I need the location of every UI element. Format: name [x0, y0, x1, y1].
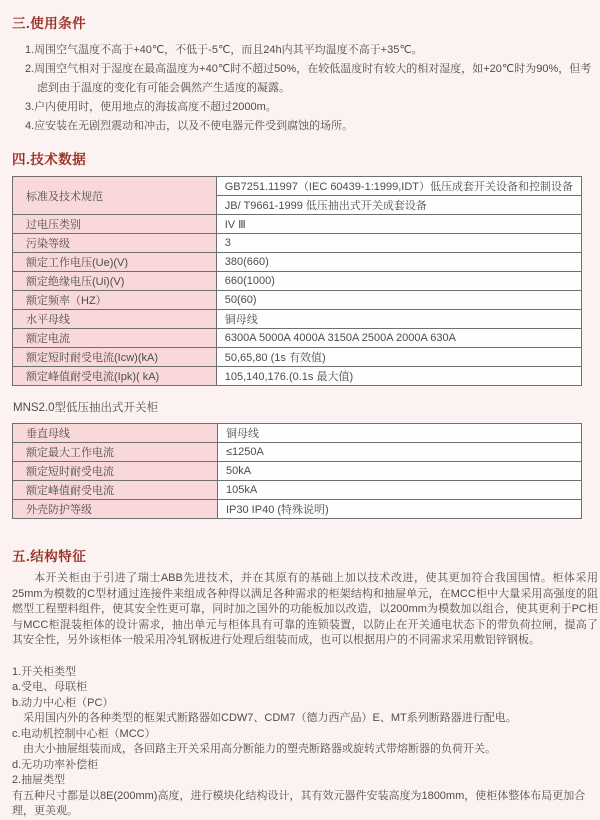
table-row	[13, 462, 582, 481]
table-row	[13, 367, 582, 386]
table-row	[13, 424, 582, 443]
table-row	[13, 215, 582, 234]
spec-value: 3	[216, 234, 581, 253]
spec-value: 50kA	[218, 462, 582, 481]
spec-value: ≤1250A	[218, 443, 582, 462]
spec-label: 额定工作电压(Ue)(V)	[13, 253, 217, 272]
usage-condition-item: 4.应安装在无剧烈震动和冲击，以及不使电器元件受到腐蚀的场所。	[25, 120, 354, 132]
switchgear-type-list	[12, 665, 600, 820]
type-line-detail: 采用国内外的各种类型的框架式断路器如CDW7、CDM7（德力西产品）E、MT系列断路器进行配电。	[23, 712, 517, 724]
section-heading-usage-conditions: 三.使用条件	[12, 16, 87, 31]
usage-condition-item: 3.户内使用时，使用地点的海拔高度不超过2000m。	[25, 101, 277, 113]
spec-label: 水平母线	[13, 310, 217, 329]
type-line: 1.开关柜类型	[12, 665, 77, 678]
section-heading-structure-features: 五.结构特征	[12, 549, 87, 564]
spec-label: 外壳防护等级	[13, 500, 218, 519]
spec-value: 380(660)	[216, 253, 581, 272]
spec-label: 额定峰值耐受电流(Ipk)( kA)	[13, 367, 217, 386]
spec-value: 铜母线	[216, 310, 581, 329]
table-row	[13, 177, 582, 196]
spec-label-standards: 标准及技术规范	[13, 177, 217, 215]
table-row	[13, 329, 582, 348]
table-row	[13, 500, 582, 519]
table-row	[13, 310, 582, 329]
table-row	[13, 348, 582, 367]
table-row	[13, 253, 582, 272]
sub-table-title: MNS2.0型低压抽出式开关柜	[13, 402, 159, 414]
spec-label: 污染等级	[13, 234, 217, 253]
technical-data-table	[12, 176, 582, 386]
spec-label: 额定短时耐受电流	[13, 462, 218, 481]
section-heading-technical-data: 四.技术数据	[12, 152, 87, 167]
table-row	[13, 272, 582, 291]
usage-condition-item: 2.周围空气相对于湿度在最高温度为+40℃时不超过50%，在较低温度时有较大的相对湿度，如+20℃时为90%，但考虑到由于温度的变化有可能会偶然产生适度的凝露。	[25, 63, 592, 94]
spec-label: 额定最大工作电流	[13, 443, 218, 462]
spec-label: 额定峰值耐受电流	[13, 481, 218, 500]
spec-value: 105,140,176.(0.1s 最大值)	[216, 367, 581, 386]
type-line: b.动力中心柜（PC）	[12, 696, 114, 709]
spec-label: 额定短时耐受电流(Icw)(kA)	[13, 348, 217, 367]
spec-label: 过电压类别	[13, 215, 217, 234]
spec-value: 6300A 5000A 4000A 3150A 2500A 2000A 630A	[216, 329, 581, 348]
table-row	[13, 291, 582, 310]
spec-value: IV Ⅲ	[216, 215, 581, 234]
spec-label: 垂直母线	[13, 424, 218, 443]
structure-intro-paragraph: 本开关柜由于引进了瑞士ABB先进技术，并在其原有的基础上加以技术改进，使其更加符合我国国情。柜体采用25mm为模数的C型材通过连接件来组成各种得以满足各种需求的柜架结构和抽屉单元，在MCC柜中大量采用高强度的阻燃型工程塑料组件，使其安全性更可靠，同时加之国外的功能板加以改造，以200mm为模数加以组合，使其更利于PC柜与MCC柜混装柜体的设计需求，抽出单元与柜体具有可靠的连锁装置，以防止在开关通电状态下的带负荷拉闸，提高了其安全性，另外该柜体一般采用冷轧钢板进行处理后组装而成，也可以根据用户的不同需求采用敷铝锌钢板。	[12, 572, 598, 646]
spec-label: 额定频率（HZ）	[13, 291, 217, 310]
spec-value-standard-2: JB/ T9661-1999 低压抽出式开关成套设备	[216, 196, 581, 215]
spec-value: 50,65,80 (1s 有效值)	[216, 348, 581, 367]
mns-switchgear-table	[12, 423, 582, 519]
usage-conditions-list	[25, 41, 595, 136]
type-line: 有五种尺寸都是以8E(200mm)高度，进行模块化结构设计，其有效元器件安装高度为1800mm，使柜体整体布局更加合理，更美观。	[12, 789, 586, 817]
type-line-detail: 由大小抽屉组装而成，各回路主开关采用高分断能力的塑壳断路器或旋转式带熔断器的负荷开关。	[23, 743, 496, 755]
spec-value: 50(60)	[216, 291, 581, 310]
usage-condition-item: 1.周围空气温度不高于+40℃，不低于-5℃，而且24h内其平均温度不高于+35℃。	[25, 44, 423, 56]
spec-value: IP30 IP40 (特殊说明)	[218, 500, 582, 519]
type-line: d.无功功率补偿柜	[12, 758, 99, 771]
spec-value: 铜母线	[218, 424, 582, 443]
table-row	[13, 234, 582, 253]
type-line: c.电动机控制中心柜（MCC）	[12, 727, 156, 740]
table-row	[13, 443, 582, 462]
spec-value-standard-1: GB7251.11997（IEC 60439-1:1999,IDT）低压成套开关设备和控制设备	[216, 177, 581, 196]
spec-value: 660(1000)	[216, 272, 581, 291]
spec-label: 额定绝缘电压(Ui)(V)	[13, 272, 217, 291]
type-line: a.受电、母联柜	[12, 681, 88, 693]
spec-label: 额定电流	[13, 329, 217, 348]
type-line: 2.抽屉类型	[12, 774, 66, 786]
spec-value: 105kA	[218, 481, 582, 500]
table-row	[13, 481, 582, 500]
